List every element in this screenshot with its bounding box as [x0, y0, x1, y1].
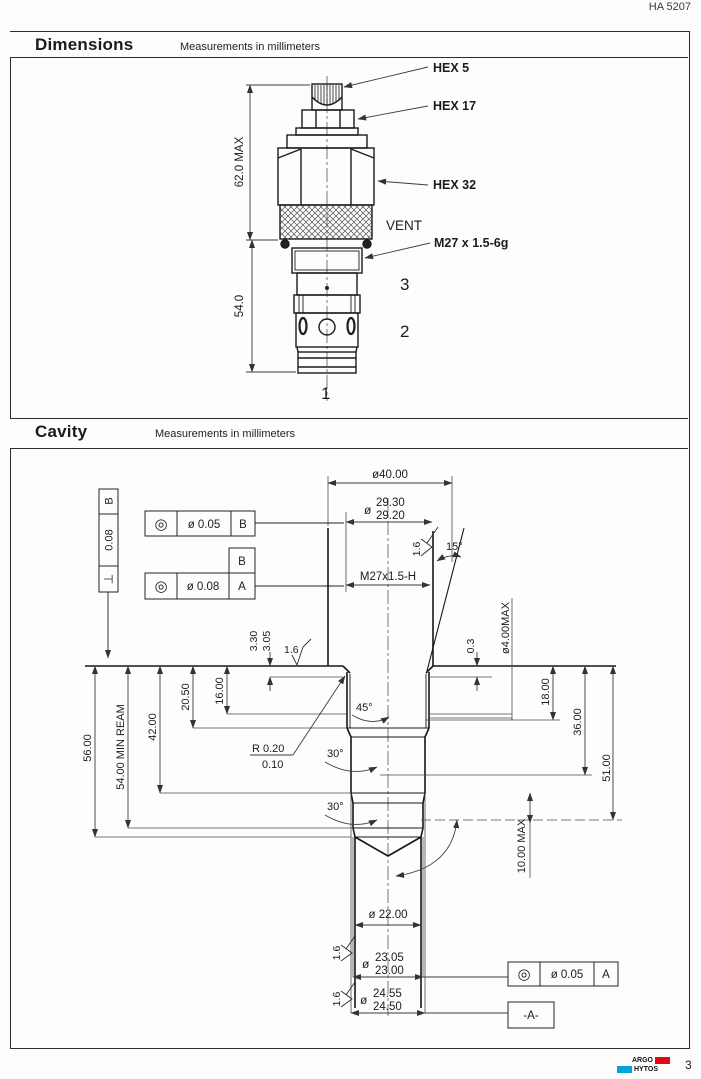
dim-4200-label: 42.00	[147, 713, 159, 741]
dim-2930-label: 29.30	[376, 497, 405, 509]
fcf-runout-a-datum: A	[602, 969, 610, 981]
concentricity-icon-ab: ◎	[154, 578, 168, 595]
concentricity-icon-a: ◎	[517, 966, 531, 983]
logo-text-hytos: HYTOS	[634, 1065, 658, 1073]
dim-2305-label: 23.05	[375, 952, 404, 964]
valve-dim-62-label: 62.0 MAX	[234, 136, 246, 188]
fcf-runout-ab-tol: ø 0.08	[186, 581, 220, 593]
valve-dim-54	[246, 240, 296, 372]
dim-2920-label: 29.20	[376, 510, 405, 522]
valve-label-hex17: HEX 17	[433, 99, 477, 113]
surface-finish-icons	[292, 527, 438, 1007]
thread-label: M27x1.5-H	[359, 571, 417, 583]
dim-54ream-label: 54.00 MIN REAM	[115, 704, 127, 790]
valve-port2-label: 2	[400, 322, 410, 341]
fcf-runout-ab-datum: A	[238, 581, 246, 593]
section-subtitle-cavity: Measurements in millimeters	[155, 428, 295, 440]
cavity-extension-lines	[95, 476, 622, 1013]
dim-330-label: 3.30	[248, 630, 260, 652]
logo-cyan-block	[617, 1066, 632, 1073]
dim-2455-label: 24.55	[373, 988, 402, 1000]
valve-label-vent: VENT	[386, 218, 423, 233]
radius-bottom-label: 0.10	[262, 759, 284, 771]
finish-16-bottom2: 1.6	[331, 991, 343, 1007]
argo-hytos-logo	[617, 1056, 673, 1074]
fcf-runout-a-tol: ø 0.05	[550, 969, 584, 981]
cavity-outline	[85, 528, 616, 1008]
section-title-cavity: Cavity	[35, 422, 88, 441]
dim-10max-label: 10.00 MAX	[516, 818, 528, 874]
fcf-datum-above: B	[238, 556, 246, 568]
finish-16-mid: 1.6	[284, 644, 299, 656]
section-header-dimensions	[10, 31, 688, 58]
finish-16-top: 1.6	[411, 541, 423, 557]
valve-label-thread: M27 x 1.5-6g	[434, 236, 509, 250]
logo-red-block	[655, 1057, 670, 1064]
dim-1800-label: 18.00	[540, 678, 552, 706]
perpendicularity-icon: ⊥	[101, 573, 116, 585]
dia-sign-2305: ø	[362, 957, 370, 971]
section-title-dimensions: Dimensions	[35, 35, 134, 54]
finish-16-bottom1: 1.6	[331, 945, 343, 961]
cavity-drawing	[0, 448, 701, 1047]
gdt-frames	[99, 489, 618, 1028]
dia-sign-2455: ø	[360, 993, 368, 1007]
dim-2050-label: 20.50	[180, 683, 192, 711]
valve-drawing	[0, 57, 701, 418]
angle-45-label: 45°	[356, 702, 373, 714]
angle-15-label: 15°	[446, 541, 463, 553]
valve-outline	[278, 84, 374, 373]
datum-a-label: -A-	[523, 1010, 539, 1022]
doc-code: HA 5207	[648, 1, 691, 13]
fcf-perp-datum: B	[103, 497, 116, 505]
valve-label-hex5: HEX 5	[433, 61, 470, 75]
page-number: 3	[685, 1058, 692, 1072]
dim-d40-label: ø40.00	[372, 469, 408, 481]
dim-03-label: 0.3	[465, 638, 477, 654]
valve-label-hex32: HEX 32	[433, 178, 477, 192]
dim-5100-label: 51.00	[601, 754, 613, 782]
dim-305-label: 3.05	[261, 630, 273, 652]
dim-2300-label: 23.00	[375, 965, 404, 977]
valve-dim-54-label: 54.0	[234, 294, 246, 318]
fcf-perp-tol: 0.08	[103, 529, 116, 551]
dim-d22-label: ø 22.00	[368, 909, 408, 921]
valve-port3-label: 3	[400, 275, 410, 294]
cavity-dimension-lines	[95, 483, 613, 1013]
dim-d4max-label: ø4.00MAX	[500, 602, 512, 654]
fcf-runout-b-datum: B	[239, 519, 247, 531]
angle-30-lower-label: 30°	[327, 801, 344, 813]
radius-top-label: R 0.20	[252, 743, 285, 755]
dim-5600-label: 56.00	[82, 734, 94, 762]
dia-sign-2930: ø	[364, 503, 372, 517]
valve-port1-label: 1	[321, 384, 331, 403]
fcf-runout-b-tol: ø 0.05	[187, 519, 221, 531]
dim-3600-label: 36.00	[572, 708, 584, 736]
section-header-cavity	[10, 418, 688, 449]
concentricity-icon-b: ◎	[154, 516, 168, 533]
section-subtitle-dimensions: Measurements in millimeters	[180, 41, 320, 53]
logo-text-argo: ARGO	[632, 1056, 653, 1064]
angle-30-upper-label: 30°	[327, 748, 344, 760]
dim-2450-label: 24.50	[373, 1001, 402, 1013]
dim-1600-label: 16.00	[214, 677, 226, 705]
